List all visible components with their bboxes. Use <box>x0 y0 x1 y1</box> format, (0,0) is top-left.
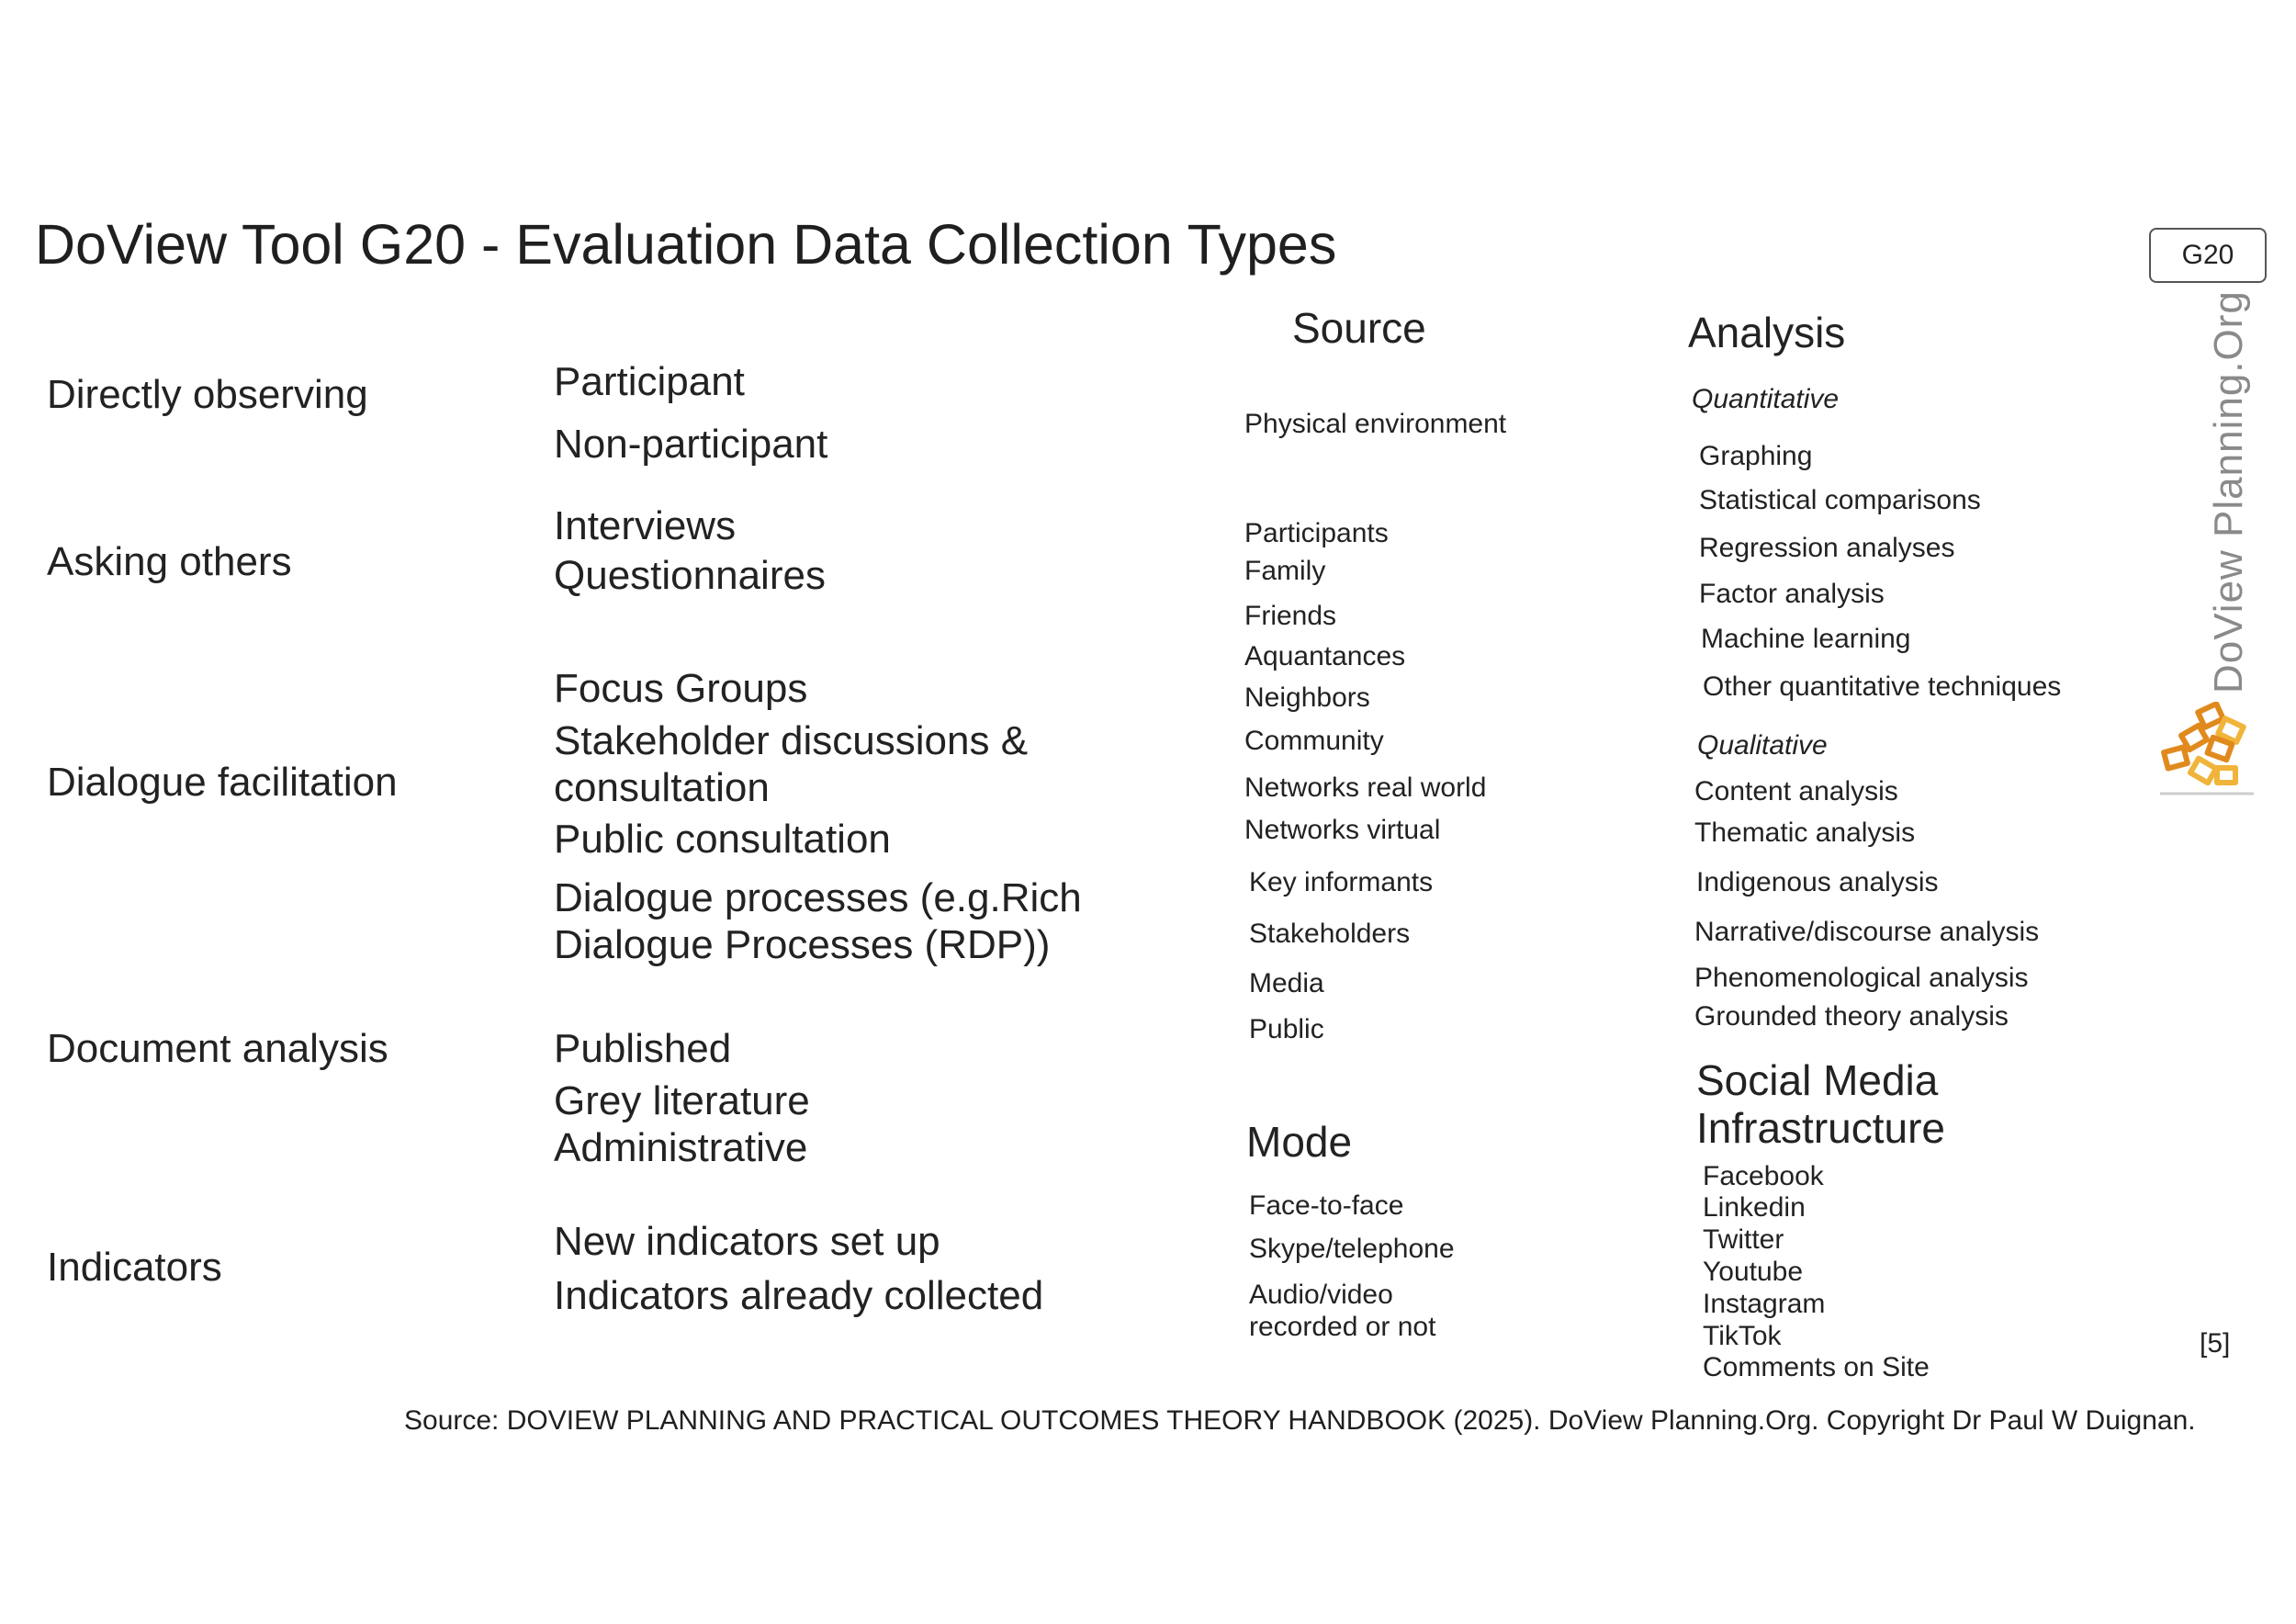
analysis-heading: Analysis <box>1688 309 1846 356</box>
mode-item: recorded or not <box>1249 1312 1436 1342</box>
category-indicators: Indicators <box>47 1245 222 1290</box>
social-media-item: Facebook <box>1703 1161 1824 1191</box>
method-item: Participant <box>554 359 745 404</box>
category-dialogue-facilitation: Dialogue facilitation <box>47 760 398 805</box>
method-item: Dialogue Processes (RDP)) <box>554 922 1051 967</box>
qualitative-item: Thematic analysis <box>1694 818 1916 848</box>
page-number: [5] <box>2200 1328 2231 1359</box>
social-media-item: Twitter <box>1703 1224 1784 1255</box>
method-item: Stakeholder discussions & <box>554 718 1029 763</box>
qualitative-item: Grounded theory analysis <box>1694 1001 2009 1032</box>
qualitative-label: Qualitative <box>1697 730 1828 761</box>
mode-item: Face-to-face <box>1249 1190 1404 1221</box>
method-item: Dialogue processes (e.g.Rich <box>554 875 1082 920</box>
category-document-analysis: Document analysis <box>47 1026 388 1071</box>
source-item: Networks virtual <box>1244 815 1441 845</box>
quantitative-label: Quantitative <box>1692 384 1840 414</box>
social-media-item: Youtube <box>1703 1257 1804 1287</box>
method-item: Administrative <box>554 1125 808 1170</box>
source-item: Family <box>1244 556 1326 586</box>
category-directly-observing: Directly observing <box>47 372 368 417</box>
tool-badge: G20 <box>2149 228 2267 283</box>
qualitative-item: Narrative/discourse analysis <box>1694 917 2040 947</box>
quantitative-item: Machine learning <box>1701 624 1911 654</box>
source-item: Stakeholders <box>1249 919 1411 949</box>
method-item: New indicators set up <box>554 1219 940 1264</box>
source-heading: Source <box>1292 304 1426 352</box>
page-title: DoView Tool G20 - Evaluation Data Collection Types <box>35 213 1337 276</box>
source-item: Media <box>1249 968 1324 998</box>
quantitative-item: Statistical comparisons <box>1699 485 1981 515</box>
category-asking-others: Asking others <box>47 539 292 584</box>
source-item: Aquantances <box>1244 641 1406 671</box>
source-item: Physical environment <box>1244 409 1507 439</box>
qualitative-item: Phenomenological analysis <box>1694 963 2029 993</box>
method-item: consultation <box>554 765 770 810</box>
method-item: Non-participant <box>554 422 828 467</box>
quantitative-item: Other quantitative techniques <box>1703 671 2062 702</box>
quantitative-item: Regression analyses <box>1699 533 1955 563</box>
method-item: Indicators already collected <box>554 1273 1044 1318</box>
social-media-item: Instagram <box>1703 1289 1826 1319</box>
source-item: Key informants <box>1249 867 1434 897</box>
social-media-heading: Social Media <box>1696 1056 1939 1104</box>
method-item: Focus Groups <box>554 666 808 711</box>
method-item: Grey literature <box>554 1078 810 1123</box>
method-item: Public consultation <box>554 817 891 862</box>
quantitative-item: Factor analysis <box>1699 579 1885 609</box>
source-item: Neighbors <box>1244 682 1370 713</box>
qualitative-item: Indigenous analysis <box>1696 867 1939 897</box>
method-item: Questionnaires <box>554 553 826 598</box>
social-media-item: Comments on Site <box>1703 1352 1930 1382</box>
method-item: Published <box>554 1026 732 1071</box>
source-item: Networks real world <box>1244 773 1487 803</box>
brand-vertical-text: DoView Planning.Org <box>2206 290 2251 694</box>
social-media-heading-line2: Infrastructure <box>1696 1104 1945 1152</box>
mode-item: Audio/video <box>1249 1280 1393 1310</box>
source-item: Community <box>1244 726 1384 756</box>
source-item: Participants <box>1244 518 1389 548</box>
quantitative-item: Graphing <box>1699 441 1813 471</box>
source-item: Public <box>1249 1014 1324 1044</box>
doview-logo-icon <box>2156 702 2257 803</box>
mode-item: Skype/telephone <box>1249 1234 1455 1264</box>
method-item: Interviews <box>554 503 737 548</box>
social-media-item: TikTok <box>1703 1321 1782 1351</box>
mode-heading: Mode <box>1246 1118 1353 1166</box>
footer-source: Source: DOVIEW PLANNING AND PRACTICAL OUTCOMES THEORY HANDBOOK (2025). DoView Planning.Org. Copyright Dr Paul W Duignan. <box>404 1405 2196 1436</box>
social-media-item: Linkedin <box>1703 1192 1806 1223</box>
qualitative-item: Content analysis <box>1694 776 1898 806</box>
source-item: Friends <box>1244 601 1337 631</box>
